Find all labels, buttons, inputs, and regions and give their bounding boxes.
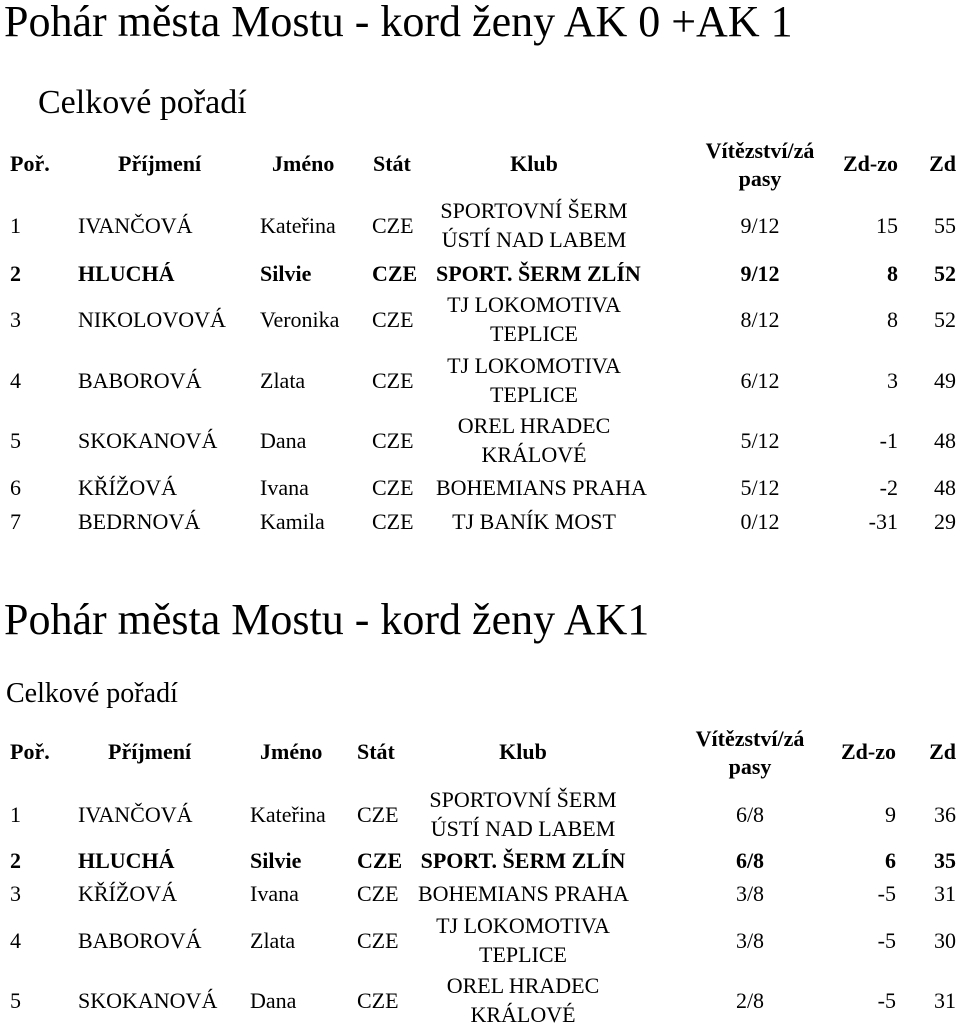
rank-cell: 2: [10, 848, 21, 873]
scored-cell: 52: [934, 261, 956, 286]
country-cell: CZE: [372, 509, 414, 534]
header-diff: Zd-zo: [843, 151, 898, 176]
section-subtitle: Celkové pořadí: [38, 84, 247, 121]
first-name-cell: Veronika: [260, 307, 340, 332]
diff-cell: -1: [879, 428, 898, 453]
wins-cell: 3/8: [735, 928, 765, 953]
surname-cell: IVANČOVÁ: [78, 802, 193, 827]
first-name-cell: Ivana: [260, 475, 309, 500]
wins-cell: 6/12: [740, 368, 780, 393]
first-name-cell: Ivana: [250, 881, 299, 906]
header-diff: Zd-zo: [841, 739, 896, 764]
header-surname: Příjmení: [108, 739, 192, 764]
rank-cell: 5: [10, 428, 21, 453]
diff-cell: -31: [868, 509, 898, 534]
surname-cell: HLUCHÁ: [78, 848, 175, 873]
wins-cell: 8/12: [740, 307, 780, 332]
surname-cell: KŘÍŽOVÁ: [78, 881, 177, 906]
surname-cell: KŘÍŽOVÁ: [78, 475, 177, 500]
wins-cell: 9/12: [740, 261, 780, 286]
rank-cell: 5: [10, 988, 21, 1013]
header-rank: Poř.: [10, 151, 50, 176]
club-cell: SPORT. ŠERM ZLÍN: [436, 261, 641, 286]
scored-cell: 36: [934, 802, 956, 827]
rank-cell: 2: [10, 261, 21, 286]
country-cell: CZE: [357, 928, 399, 953]
rank-cell: 1: [10, 213, 21, 238]
club-cell: BOHEMIANS PRAHA: [436, 475, 647, 500]
scored-cell: 35: [934, 848, 956, 873]
section-title: Pohár města Mostu - kord ženy AK1: [4, 595, 650, 644]
club-cell-line2: TEPLICE: [490, 382, 578, 407]
rank-cell: 4: [10, 928, 21, 953]
country-cell: CZE: [372, 261, 418, 286]
first-name-cell: Zlata: [260, 368, 306, 393]
scored-cell: 48: [934, 475, 956, 500]
header-country: Stát: [373, 151, 411, 176]
wins-cell: 6/8: [735, 802, 765, 827]
header-wins: Vítězství/zá: [695, 726, 805, 751]
club-cell: SPORTOVNÍ ŠERM: [440, 198, 628, 223]
scored-cell: 30: [934, 928, 956, 953]
scored-cell: 49: [934, 368, 956, 393]
first-name-cell: Dana: [260, 428, 307, 453]
wins-cell: 5/12: [740, 475, 780, 500]
country-cell: CZE: [372, 307, 414, 332]
surname-cell: BEDRNOVÁ: [78, 509, 201, 534]
scored-cell: 31: [934, 881, 956, 906]
rank-cell: 7: [10, 509, 21, 534]
scored-cell: 55: [934, 213, 956, 238]
country-cell: CZE: [357, 802, 399, 827]
first-name-cell: Zlata: [250, 928, 296, 953]
club-cell: TJ LOKOMOTIVA: [447, 292, 621, 317]
header-scored: Zd: [929, 739, 956, 764]
surname-cell: SKOKANOVÁ: [78, 988, 218, 1013]
club-cell-line2: KRÁLOVÉ: [481, 442, 587, 467]
first-name-cell: Silvie: [250, 848, 302, 873]
surname-cell: HLUCHÁ: [78, 261, 175, 286]
diff-cell: 8: [887, 307, 898, 332]
wins-cell: 9/12: [740, 213, 780, 238]
header-country: Stát: [357, 739, 395, 764]
club-cell-line2: ÚSTÍ NAD LABEM: [441, 227, 627, 252]
rank-cell: 3: [10, 307, 21, 332]
rank-cell: 6: [10, 475, 21, 500]
wins-cell: 6/8: [735, 848, 765, 873]
scored-cell: 29: [934, 509, 956, 534]
diff-cell: -5: [877, 988, 896, 1013]
header-surname: Příjmení: [118, 151, 202, 176]
country-cell: CZE: [372, 428, 414, 453]
club-cell: BOHEMIANS PRAHA: [418, 881, 629, 906]
diff-cell: 8: [887, 261, 898, 286]
header-name: Jméno: [272, 151, 335, 176]
diff-cell: -2: [879, 475, 898, 500]
country-cell: CZE: [372, 368, 414, 393]
diff-cell: 6: [885, 848, 896, 873]
club-cell: TJ LOKOMOTIVA: [436, 913, 610, 938]
wins-cell: 3/8: [735, 881, 765, 906]
first-name-cell: Kamila: [260, 509, 325, 534]
surname-cell: SKOKANOVÁ: [78, 428, 218, 453]
rank-cell: 1: [10, 802, 21, 827]
first-name-cell: Dana: [250, 988, 297, 1013]
club-cell: TJ LOKOMOTIVA: [447, 353, 621, 378]
section-title: Pohár města Mostu - kord ženy AK 0 +AK 1: [4, 0, 793, 46]
club-cell-line2: ÚSTÍ NAD LABEM: [430, 816, 616, 841]
club-cell-line2: TEPLICE: [479, 942, 567, 967]
header-scored: Zd: [929, 151, 956, 176]
surname-cell: NIKOLOVOVÁ: [78, 307, 226, 332]
diff-cell: 9: [885, 802, 896, 827]
club-cell-line2: KRÁLOVÉ: [470, 1002, 576, 1027]
first-name-cell: Kateřina: [260, 213, 336, 238]
club-cell: TJ BANÍK MOST: [452, 509, 616, 534]
section-subtitle: Celkové pořadí: [6, 678, 178, 709]
club-cell: OREL HRADEC: [457, 413, 611, 438]
scored-cell: 52: [934, 307, 956, 332]
club-cell: SPORT. ŠERM ZLÍN: [420, 848, 626, 873]
first-name-cell: Kateřina: [250, 802, 326, 827]
club-cell-line2: TEPLICE: [490, 321, 578, 346]
diff-cell: -5: [877, 881, 896, 906]
country-cell: CZE: [357, 848, 403, 873]
club-cell: SPORTOVNÍ ŠERM: [429, 787, 617, 812]
country-cell: CZE: [357, 881, 399, 906]
header-name: Jméno: [260, 739, 323, 764]
country-cell: CZE: [372, 213, 414, 238]
rank-cell: 4: [10, 368, 21, 393]
surname-cell: BABOROVÁ: [78, 928, 202, 953]
rank-cell: 3: [10, 881, 21, 906]
header-rank: Poř.: [10, 739, 50, 764]
scored-cell: 31: [934, 988, 956, 1013]
country-cell: CZE: [372, 475, 414, 500]
header-wins-line2: pasy: [728, 754, 772, 779]
first-name-cell: Silvie: [260, 261, 312, 286]
header-wins: Vítězství/zá: [705, 138, 815, 163]
scored-cell: 48: [934, 428, 956, 453]
wins-cell: 2/8: [735, 988, 765, 1013]
country-cell: CZE: [357, 988, 399, 1013]
surname-cell: BABOROVÁ: [78, 368, 202, 393]
diff-cell: 15: [876, 213, 898, 238]
club-cell: OREL HRADEC: [446, 973, 600, 998]
diff-cell: 3: [887, 368, 898, 393]
header-club: Klub: [499, 739, 547, 764]
surname-cell: IVANČOVÁ: [78, 213, 193, 238]
wins-cell: 0/12: [740, 509, 780, 534]
diff-cell: -5: [877, 928, 896, 953]
wins-cell: 5/12: [740, 428, 780, 453]
header-wins-line2: pasy: [738, 166, 782, 191]
header-club: Klub: [510, 151, 558, 176]
